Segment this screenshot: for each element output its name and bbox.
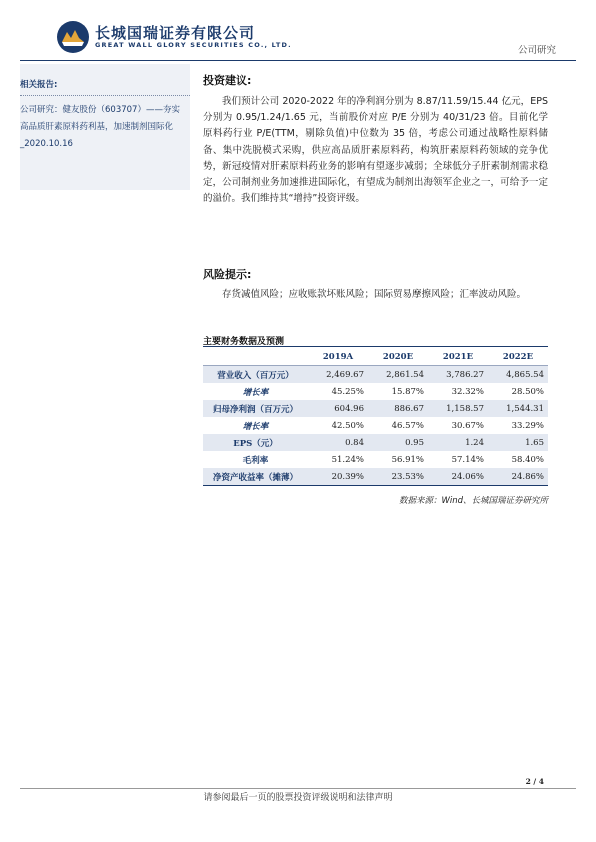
table-cell: 1.65 [488, 434, 548, 451]
table-cell: 4,865.54 [488, 366, 548, 384]
table-cell: 56.91% [391, 454, 424, 465]
table-cell: 24.06% [428, 468, 488, 486]
table-row [203, 383, 548, 400]
report-type-label: 公司研究 [517, 45, 556, 56]
company-logo [56, 20, 90, 54]
table-row [203, 417, 548, 434]
row-label: 净资产收益率（摊薄） [203, 468, 308, 486]
table-cell: 886.67 [368, 400, 428, 417]
table-cell: 58.40% [511, 454, 544, 465]
related-report-link[interactable]: 公司研究：健友股份（603707）——夯实高品质肝素原料药利基，加速制剂国际化_2020.10.16 [20, 105, 180, 149]
row-label: EPS（元） [203, 434, 308, 451]
table-row [203, 468, 548, 486]
table-cell: 28.50% [511, 386, 544, 397]
row-label: 归母净利润（百万元） [203, 400, 308, 417]
column-header: 2019A [308, 348, 368, 366]
investment-advice-title: 投资建议: [203, 74, 252, 87]
column-header: 2021E [428, 348, 488, 366]
risk-body: 存货减值风险；应收账款坏账风险；国际贸易摩擦风险；汇率波动风险。 [222, 289, 527, 300]
table-cell: 46.57% [391, 420, 424, 431]
table-cell: 32.32% [451, 386, 484, 397]
page-number: 2 / 4 [525, 777, 544, 786]
financial-table [203, 348, 548, 486]
table-cell: 1.24 [428, 434, 488, 451]
table-cell: 2,861.54 [368, 366, 428, 384]
table-cell: 3,786.27 [428, 366, 488, 384]
table-row [203, 451, 548, 468]
table-title: 主要财务数据及预测 [203, 337, 285, 347]
table-row [203, 400, 548, 417]
table-cell: 57.14% [451, 454, 484, 465]
table-cell: 1,158.57 [428, 400, 488, 417]
table-top-rule [203, 346, 548, 347]
table-cell: 20.39% [308, 468, 368, 486]
table-cell: 1,544.31 [488, 400, 548, 417]
table-row [203, 366, 548, 384]
table-cell: 15.87% [391, 386, 424, 397]
table-cell: 2,469.67 [308, 366, 368, 384]
table-cell: 30.67% [451, 420, 484, 431]
table-cell: 51.24% [331, 454, 364, 465]
column-header: 2022E [488, 348, 548, 366]
company-name-cn: 长城国瑞证券有限公司 [95, 24, 256, 42]
table-cell: 0.95 [368, 434, 428, 451]
company-name-en: GREAT WALL GLORY SECURITIES CO., LTD. [95, 41, 292, 49]
table-cell: 24.86% [488, 468, 548, 486]
header-divider [20, 60, 576, 61]
disclaimer-note: 请参阅最后一页的股票投资评级说明和法律声明 [203, 793, 393, 803]
footer-divider [20, 788, 576, 789]
table-cell: 0.84 [308, 434, 368, 451]
table-cell: 604.96 [308, 400, 368, 417]
table-cell: 33.29% [511, 420, 544, 431]
table-cell: 45.25% [331, 386, 364, 397]
table-cell: 23.53% [368, 468, 428, 486]
table-cell: 42.50% [331, 420, 364, 431]
row-label: 毛利率 [242, 455, 269, 466]
risk-title: 风险提示: [203, 268, 252, 281]
row-label: 增长率 [242, 387, 269, 398]
investment-advice-body: 我们预计公司 2020-2022 年的净利润分别为 8.87/11.59/15.44 亿元，EPS 分别为 0.95/1.24/1.65 元，当前股价对应 P/E 分别为 40/31/23 倍。目前化学原料药行业 P/E(TTM，剔除负值)中位数为 35 倍，考虑公司通过战略性原料储备、集中洗脱模式采购，供应高品质肝素原料药，构筑肝素原料药领域的竞争优势，新冠疫情对肝素原料药业务的影响有望逐步减弱；全球低分子肝素制剂需求稳定，公司制剂业务加速推进国际化，有望成为制剂出海领军企业之一，可给予一定的溢价。我们维持其“增持”投资评级。 [203, 96, 548, 205]
table-row [203, 434, 548, 451]
row-label: 营业收入（百万元） [203, 366, 308, 384]
sidebar-divider [20, 95, 190, 96]
row-label: 增长率 [242, 421, 269, 432]
column-header: 2020E [368, 348, 428, 366]
column-header [203, 348, 308, 366]
data-source-note: 数据来源：Wind、长城国瑞证券研究所 [398, 496, 548, 506]
related-reports-heading: 相关报告: [20, 80, 58, 90]
